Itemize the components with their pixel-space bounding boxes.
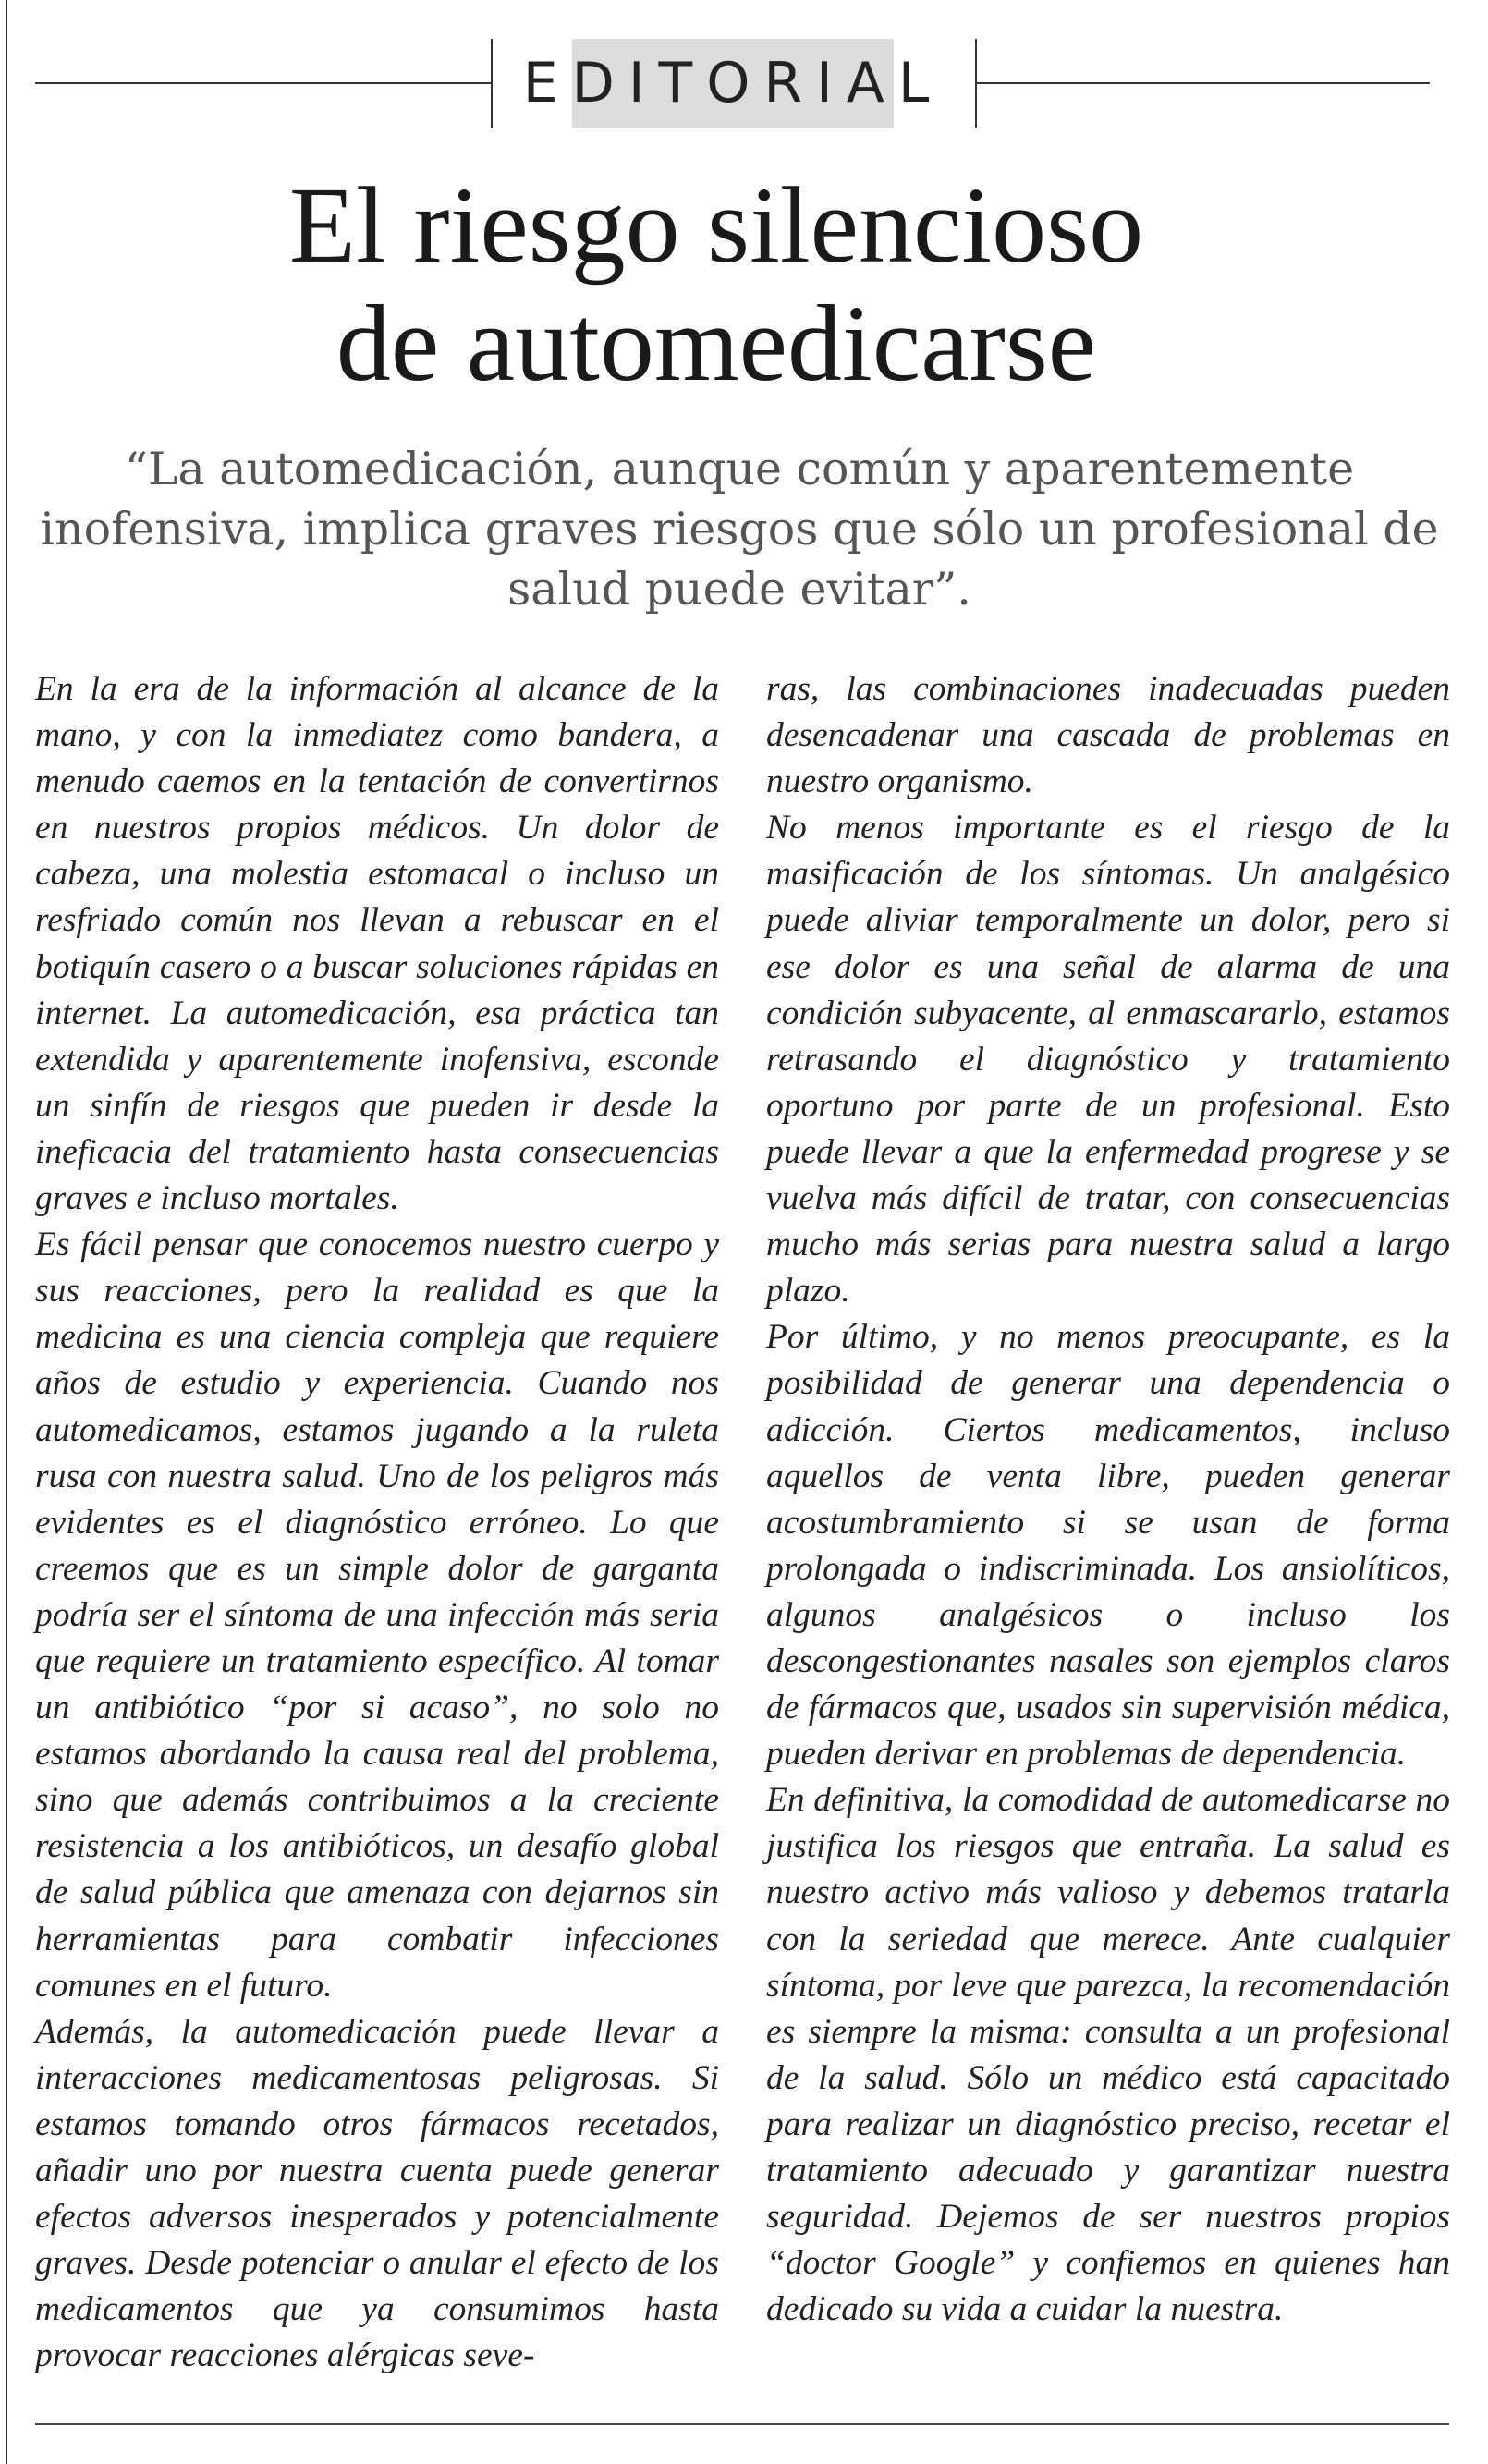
paragraph: En definitiva, la comodidad de automedicarse no justifica los riesgos que entraña. La salud es nuestro activo más valioso y debemos tratarla con la seriedad que merece. Ante cualquier síntoma, por leve que parezca, la recomendación es siempre la misma: consulta a un profesional de la salud. Sólo un médico está capacitado para realizar un diagnóstico preciso, recetar el tratamiento adecuado y garantizar nuestra seguridad. Dejemos de ser nuestros propios “doctor Google” y confiemos en quienes han dedicado su vida a cuidar la nuestra. [766,1781,1450,2329]
pull-quote: “La automedicación, aunque común y aparentemente inofensiva, implica graves riesgos que sólo un profesional de salud puede evitar”. [40,443,1439,616]
paragraph: No menos importante es el riesgo de la masificación de los síntomas. Un analgésico puede aliviar temporalmente un dolor, pero si ese dolor es una señal de alarma de una condición subyacente, al enmascararlo, estamos retrasando el diagnóstico y tratamiento oportuno por parte de un profesional. Esto puede llevar a que la enfermedad progrese y se vuelva más difícil de tratar, con consecuencias mucho más serias para nuestra salud a largo plazo. [766,809,1450,1311]
page-border [6,0,7,2464]
header-rule-left-tick [491,39,493,128]
article-column-right [766,666,1450,2333]
article-column-left [35,666,719,2379]
paragraph: ras, las combinaciones inadecuadas pueden desencadenar una cascada de problemas en nuestro organismo. [766,670,1450,801]
headline-line-2: de automedicarse [335,283,1097,404]
paragraph: Es fácil pensar que conocemos nuestro cuerpo y sus reacciones, pero la realidad es que la medicina es una ciencia compleja que requiere años de estudio y experiencia. Cuando nos automedicamos, estamos jugando a la ruleta rusa con nuestra salud. Uno de los peligros más evidentes es el diagnóstico erróneo. Lo que creemos que es un simple dolor de garganta podría ser el síntoma de una infección más seria que requiere un tratamiento específico. Al tomar un antibiótico “por si acaso”, no solo no estamos abordando la causa real del problema, sino que además contribuimos a la creciente resistencia a los antibióticos, un desafío global de salud pública que amenaza con dejarnos sin herramientas para combatir infecciones comunes en el futuro. [35,1226,719,2005]
header-rule-left [35,82,491,84]
header-rule-right [977,82,1430,84]
paragraph: Además, la automedicación puede llevar a interacciones medicamentosas peligrosas. Si estamos tomando otros fármacos recetados, añadir uno por nuestra cuenta puede generar efectos adversos inesperados y potencialmente graves. Desde potenciar o anular el efecto de los medicamentos que ya consumimos hasta provocar reacciones alérgicas seve- [35,2012,719,2375]
footer-rule [35,2423,1449,2425]
section-label: EDITORIAL [572,39,894,128]
headline [55,166,1377,403]
paragraph: Por último, y no menos preocupante, es la posibilidad de generar una dependencia o adicción. Ciertos medicamentos, incluso aquellos de venta libre, pueden generar acostumbramiento si se usan de forma prolongada o indiscriminada. Los ansiolíticos, algunos analgésicos o incluso los descongestionantes nasales son ejemplos claros de fármacos que, usados sin supervisión médica, pueden derivar en problemas de dependencia. [766,1318,1450,1774]
paragraph: En la era de la información al alcance de la mano, y con la inmediatez como bandera, a menudo caemos en la tentación de convertirnos en nuestros propios médicos. Un dolor de cabeza, una molestia estomacal o incluso un resfriado común nos llevan a rebuscar en el botiquín casero o a buscar soluciones rápidas en internet. La automedicación, esa práctica tan extendida y aparentemente inofensiva, esconde un sinfín de riesgos que pueden ir desde la ineficacia del tratamiento hasta consecuencias graves e incluso mortales. [35,670,719,1218]
headline-line-1: El riesgo silencioso [288,165,1144,286]
